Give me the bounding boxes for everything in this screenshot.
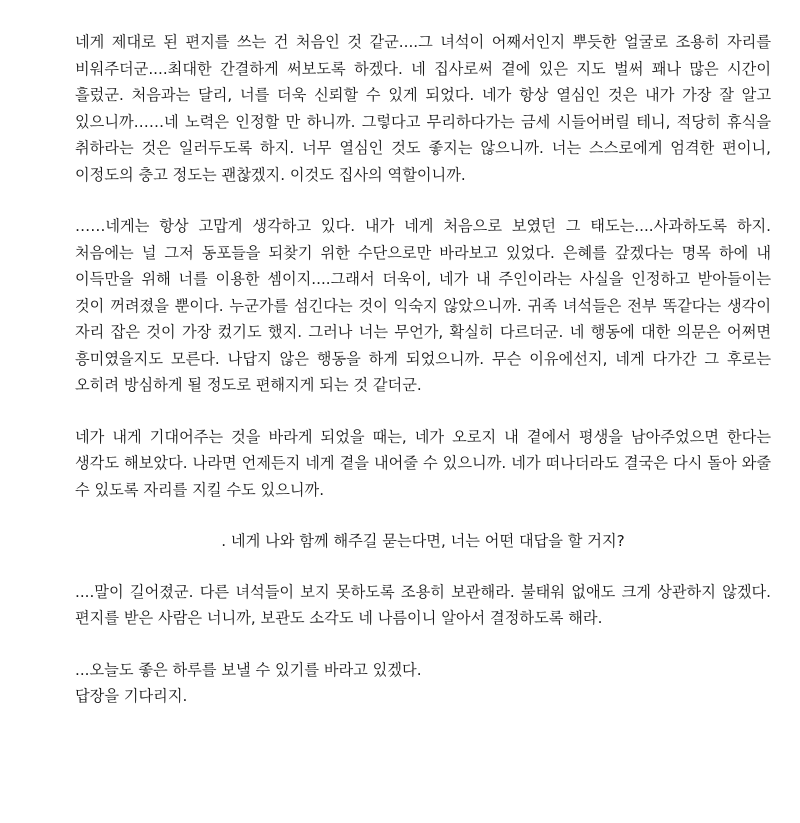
letter-body [75, 29, 771, 710]
paragraph-3: 네가 내게 기대어주는 것을 바라게 되었을 때는, 네가 오로지 내 곁에서 평생을 남아주었으면 한다는 생각도 해보았다. 나라면 언제든지 네게 곁을 내어줄 수 있으니까. 네가 떠나더라도 결국은 다시 돌아 와줄 수 있도록 자리를 지킬 수도 있으니까. [75, 427, 771, 499]
paragraph-2: ……네게는 항상 고맙게 생각하고 있다. 내가 네게 처음으로 보였던 그 태도는....사과하도록 하지. 처음에는 널 그저 동포들을 되찾기 위한 수단으로만 바라보고 있었다. 은혜를 갚겠다는 명목 하에 내 이득만을 위해 너를 이용한 셈이지....그래서 더욱이, 네가 내 주인이라는 사실을 인정하고 받아들이는 것이 꺼려졌을 뿐이다. 누군가를 섬긴다는 것이 익숙지 않았으니까. 귀족 녀석들은 전부 똑같다는 생각이 자리 잡은 것이 가장 컸기도 했지. 그러나 너는 무언가, 확실히 다르더군. 네 행동에 대한 의문은 어쩌면 흥미였을지도 모른다. 나답지 않은 행동을 하게 되었으니까. 무슨 이유에선지, 네게 다가간 그 후로는 오히려 방심하게 될 정도로 편해지게 되는 것 같더군. [75, 217, 771, 394]
closing-line-1: ...오늘도 좋은 하루를 보낼 수 있기를 바라고 있겠다. [75, 660, 422, 679]
paragraph-5: ....말이 길어졌군. 다른 녀석들이 보지 못하도록 조용히 보관해라. 불태워 없애도 크게 상관하지 않겠다. 편지를 받은 사람은 너니까, 보관도 소각도 네 나름이니 알아서 결정하도록 해라. [75, 582, 771, 627]
closing-paragraph [75, 657, 771, 710]
paragraph-question: . 네게 나와 함께 해주길 묻는다면, 너는 어떤 대답을 할 거지? [221, 532, 625, 550]
closing-line-2: 답장을 기다리지. [75, 687, 188, 705]
paragraph-1: 네게 제대로 된 편지를 쓰는 건 처음인 것 같군....그 녀석이 어째서인지 뿌듯한 얼굴로 조용히 자리를 비워주더군....최대한 간결하게 써보도록 하겠다. 네 집사로써 곁에 있은 지도 벌써 꽤나 많은 시간이 흘렀군. 처음과는 달리, 너를 더욱 신뢰할 수 있게 되었다. 네가 항상 열심인 것은 내가 가장 잘 알고 있으니까……네 노력은 인정할 만 하니까. 그렇다고 무리하다가는 금세 시들어버릴 테니, 적당히 휴식을 취하라는 것은 일러두도록 하지. 너무 열심인 것도 좋지는 않으니까. 너는 스스로에게 엄격한 편이니, 이정도의 충고 정도는 괜찮겠지. 이것도 집사의 역할이니까. [75, 33, 771, 184]
